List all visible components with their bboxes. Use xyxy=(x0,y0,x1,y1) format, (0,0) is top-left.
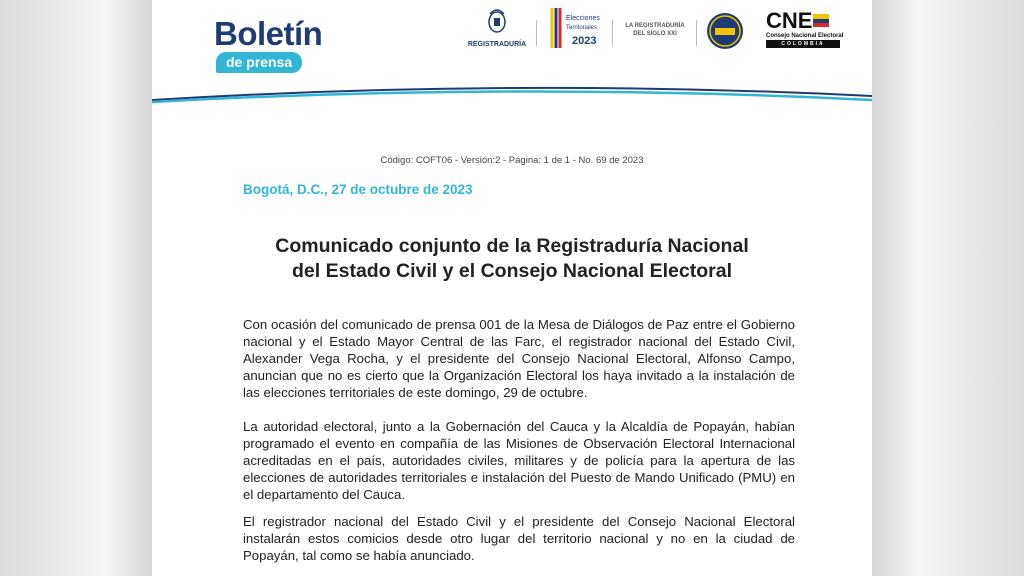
body-paragraph: El registrador nacional del Estado Civil y el presidente del Consejo Nacional Electoral instalarán estos comicios desde otro lugar del territorio nacional y no en la ciudad de Popayán, tal como se había anunciado. xyxy=(243,514,795,563)
svg-text:Elecciones: Elecciones xyxy=(566,15,600,22)
title-line-2: del Estado Civil y el Consejo Nacional Electoral xyxy=(292,260,732,282)
registraduria-siglo-logo xyxy=(620,22,690,38)
flag-stripes-icon xyxy=(812,12,830,30)
title-line-1: Comunicado conjunto de la Registraduría Nacional xyxy=(275,235,749,257)
logo-divider xyxy=(612,20,613,46)
press-release-page xyxy=(152,0,872,576)
boletin-brand xyxy=(214,16,322,73)
logo-divider xyxy=(536,20,537,46)
cne-country: COLOMBIA xyxy=(766,40,840,48)
svg-text:2023: 2023 xyxy=(572,35,597,47)
page-title xyxy=(232,234,792,284)
brand-title: Boletín xyxy=(214,15,323,52)
seal-logo xyxy=(706,12,746,55)
document-meta: Código: COFT06 - Versión:2 - Página: 1 de 1 - No. 69 de 2023 xyxy=(380,155,644,166)
brand-subtitle: de prensa xyxy=(216,52,302,73)
cne-mark xyxy=(766,10,840,32)
svg-text:Territoriales: Territoriales xyxy=(566,25,598,31)
body-paragraph: Con ocasión del comunicado de prensa 001 de la Mesa de Diálogos de Paz entre el Gobierno nacional y el Estado Mayor Central de las Farc, el registrador nacional del Estado Civil, Alexander Vega Rocha, y el presidente del Consejo Nacional Electoral, Alfonso Campo, anuncian que no es cierto que la Organización Electoral los haya invitado a la instalación de las elecciones territoriales de este domingo, 29 de octubre. xyxy=(243,317,795,400)
logo-divider xyxy=(696,20,697,46)
right-blur-panel xyxy=(872,0,1024,576)
cne-logo xyxy=(766,8,844,48)
cne-letters: CNE xyxy=(766,8,813,33)
seal-icon xyxy=(706,12,744,50)
elecciones-icon xyxy=(546,6,604,52)
header-swoosh xyxy=(152,70,872,114)
registraduria-siglo-text: LA REGISTRADURÍA DEL SIGLO XXI xyxy=(625,23,685,37)
registraduria-logo xyxy=(466,6,528,49)
cne-subtext: Consejo Nacional Electoral xyxy=(766,33,844,39)
registraduria-logo-text: REGISTRADURÍA xyxy=(467,41,527,48)
coat-of-arms-icon xyxy=(466,6,528,36)
left-blur-panel xyxy=(0,0,152,576)
body-paragraph: La autoridad electoral, junto a la Gobernación del Cauca y la Alcaldía de Popayán, habían programado el evento en compañía de las Misiones de Observación Electoral Internacional acreditadas en el país, autoridades civiles, militares y de policía para la apertura de las elecciones de autoridades territoriales e instalación del Puesto de Mando Unificado (PMU) en el departamento del Cauca. xyxy=(243,419,795,502)
dateline: Bogotá, D.C., 27 de octubre de 2023 xyxy=(243,182,473,197)
elecciones-logo xyxy=(546,6,604,57)
